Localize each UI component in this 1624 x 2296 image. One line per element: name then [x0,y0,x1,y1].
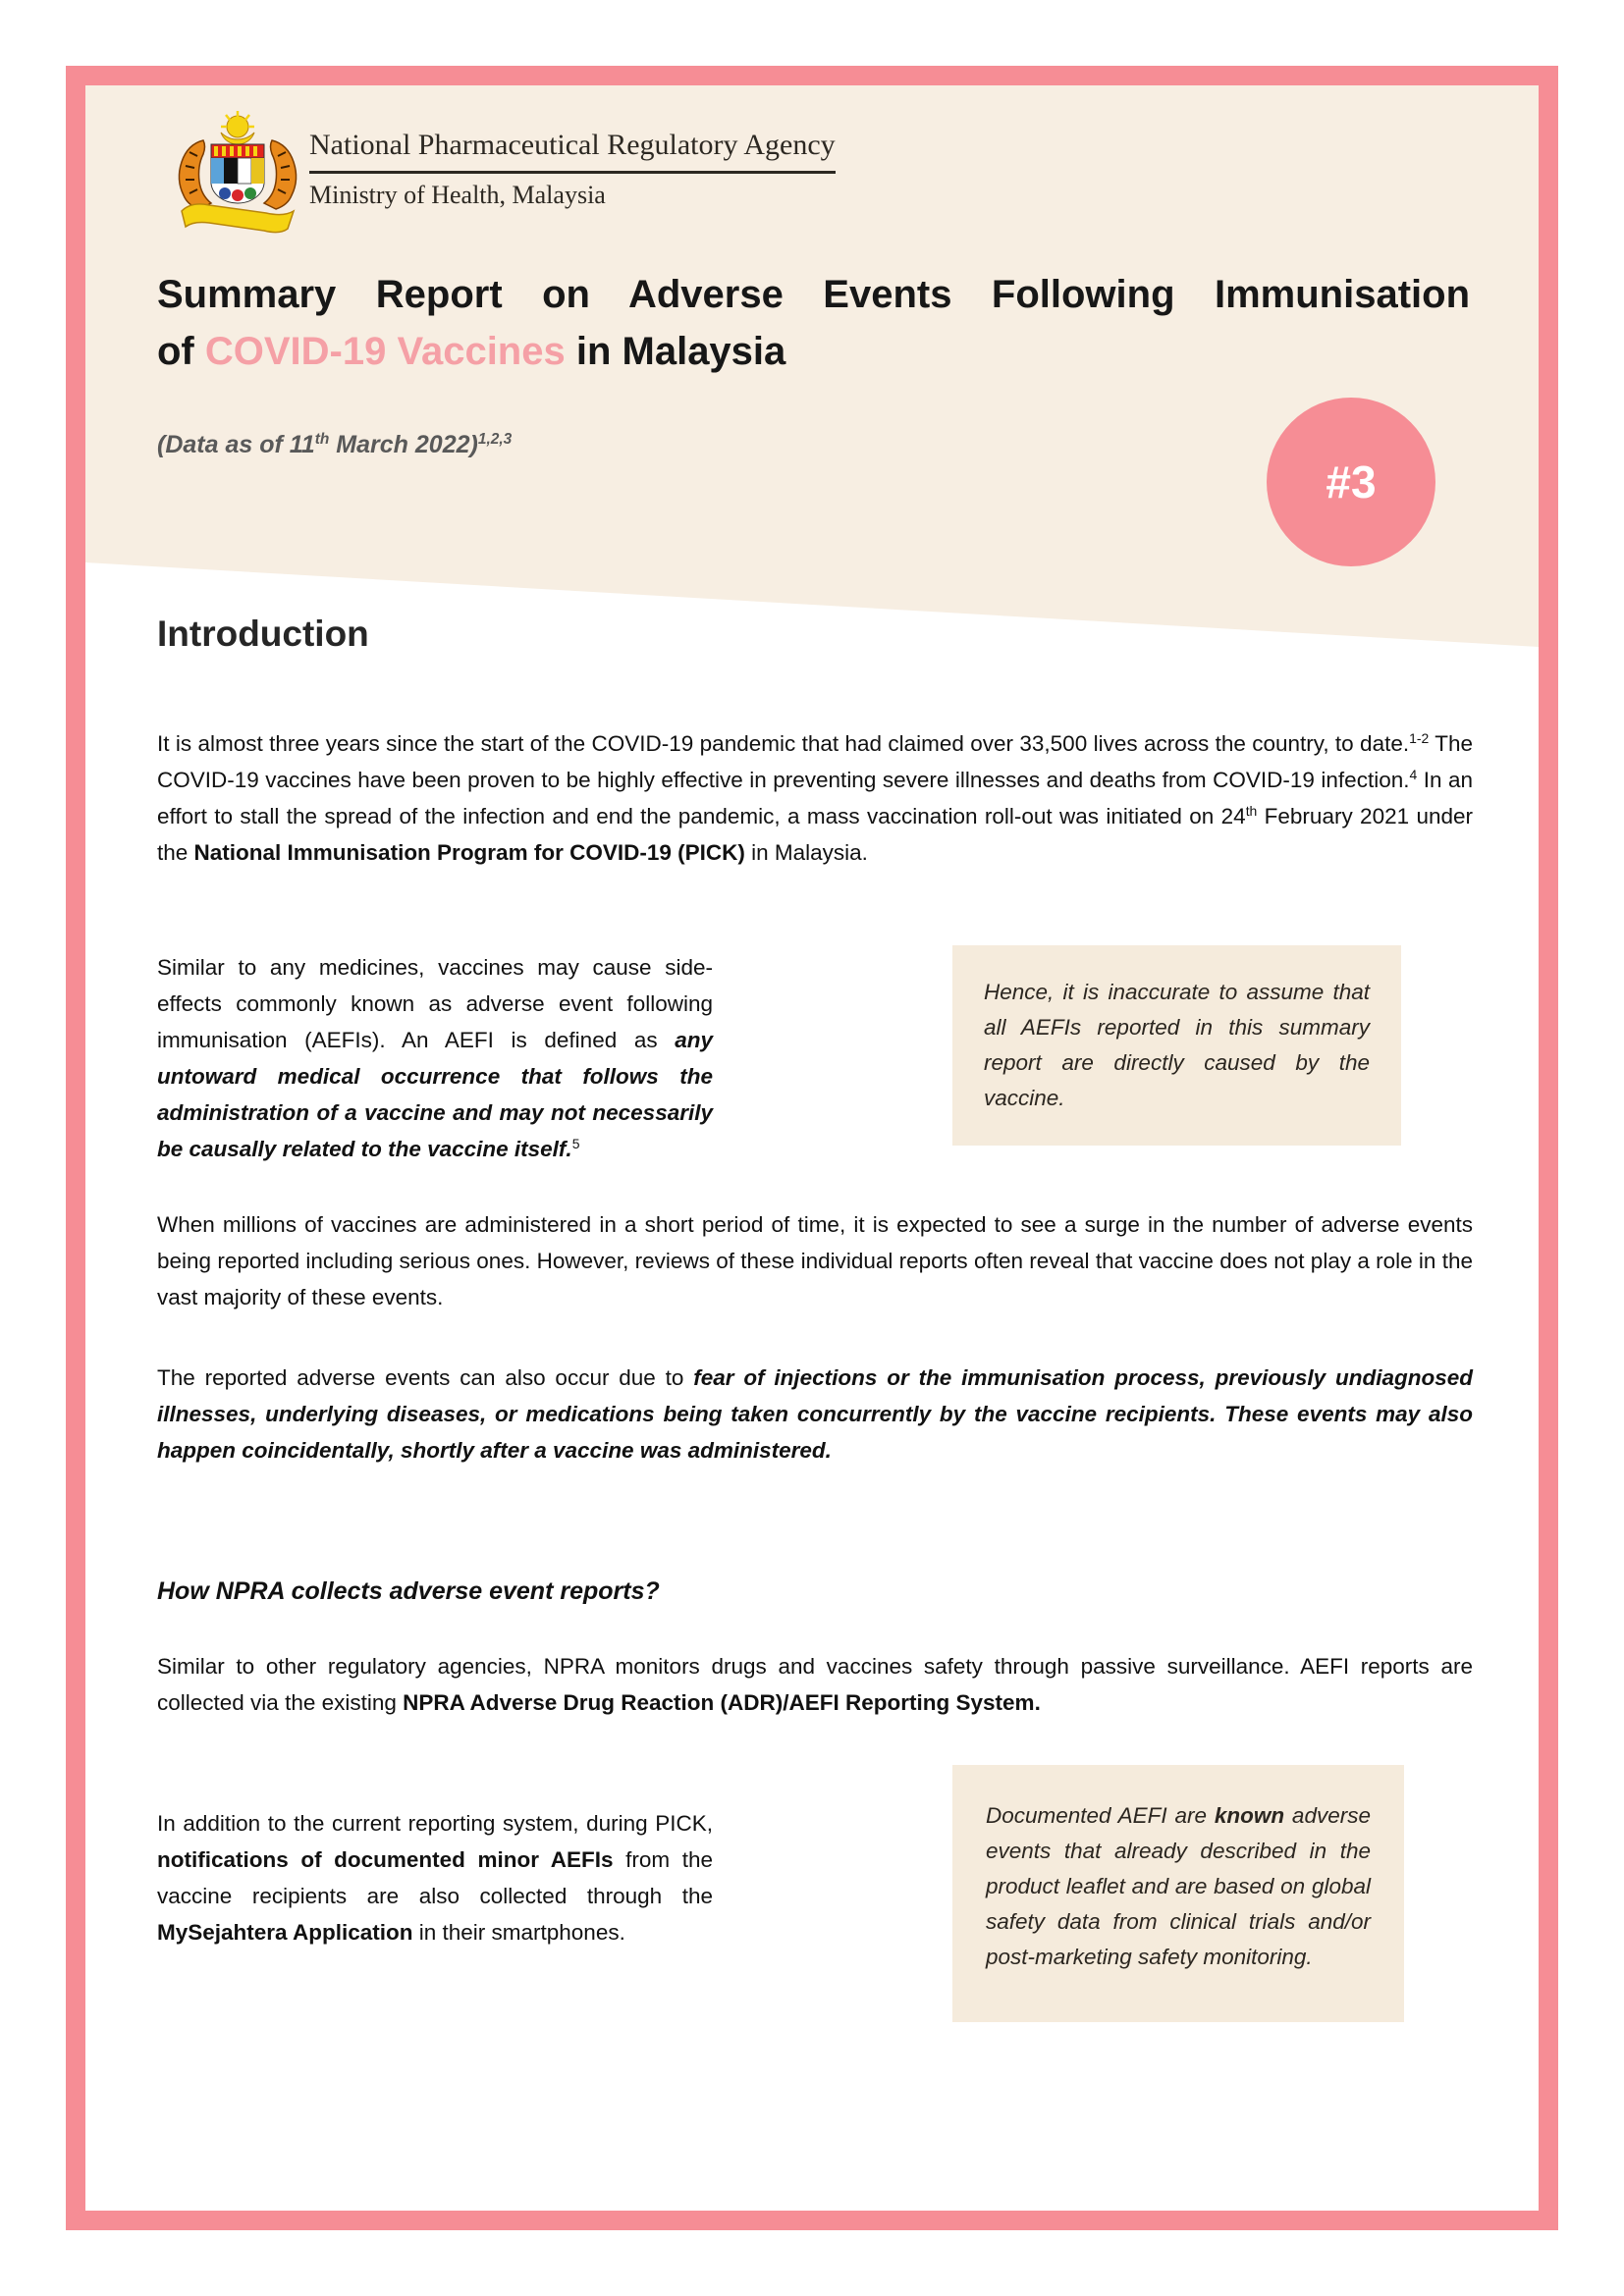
collection-paragraph-1: Similar to other regulatory agencies, NPRA monitors drugs and vaccines safety through passive surveillance. AEFI reports are collected via the existing NPRA Adverse Drug Reaction (ADR)/AEFI Reporting System. [157,1654,1473,1715]
report-title [157,270,1470,376]
title-prefix: of [157,330,205,373]
title-suffix: in Malaysia [565,330,786,373]
page-content [85,85,1539,2211]
agency-name: National Pharmaceutical Regulatory Agency [309,129,836,174]
report-title-line1: Summary Report on Adverse Events Following Immunisation [157,273,1470,316]
report-title-line2 [157,327,1470,376]
ministry-name: Ministry of Health, Malaysia [309,181,606,209]
intro-paragraph-1: It is almost three years since the start of the COVID-19 pandemic that had claimed over 33,500 lives across the country, to date.$^{1-2}$ The COVID-19 vaccines have been proven to be highly effective in preventing severe illnesses and deaths from COVID-19 infection.$^4$ In an effort to stall the spread of the infection and end the pandemic, a mass vaccination roll-out was initiated on 24th February 2021 under the National Immunisation Program for COVID-19 (PICK) in Malaysia. [157,730,1474,865]
collection-heading: How NPRA collects adverse event reports? [157,1577,660,1605]
introduction-heading: Introduction [157,614,369,654]
intro-paragraph-2: Similar to any medicines, vaccines may cause side-effects commonly known as adverse event following immunisation (AEFIs). An AEFI is defined as any untoward medical occurrence that follows the administration of a vaccine and may not necessarily be causally related to the vaccine itself.$^5$ [157,955,713,1161]
malaysia-coat-of-arms-icon [152,105,323,235]
data-as-of-date: (Data as of 11th March 2022)$^{1,2,3}$ [157,431,513,458]
intro-paragraph-4: The reported adverse events can also occur due to fear of injections or the immunisation process, previously undiagnosed illnesses, underlying diseases, or medications being taken concurrently by the vaccine recipients. These events may also happen coincidentally, shortly after a vaccine was administered. [157,1365,1473,1463]
collection-paragraph-2: In addition to the current reporting system, during PICK, notifications of documented minor AEFIs from the vaccine recipients are also collected through the MySejahtera Application in their smartphones. [157,1811,714,1945]
callout-box-aefi-assumption: Hence, it is inaccurate to assume that all AEFIs reported in this summary report are directly caused by the vaccine. [952,945,1401,1146]
callout-box-documented-aefi: Documented AEFI are known adverse events that already described in the product leaflet and are based on global safety data from clinical trials and/or post-marketing safety monitoring. [952,1765,1404,2022]
issue-number-badge: #3 [1267,398,1435,566]
intro-paragraph-3: When millions of vaccines are administered in a short period of time, it is expected to see a surge in the number of adverse events being reported including serious ones. However, reviews of these individual reports often reveal that vaccine does not play a role in the vast majority of these events. [157,1212,1473,1309]
header-text-block [309,129,836,210]
title-highlight: COVID-19 Vaccines [204,330,566,373]
